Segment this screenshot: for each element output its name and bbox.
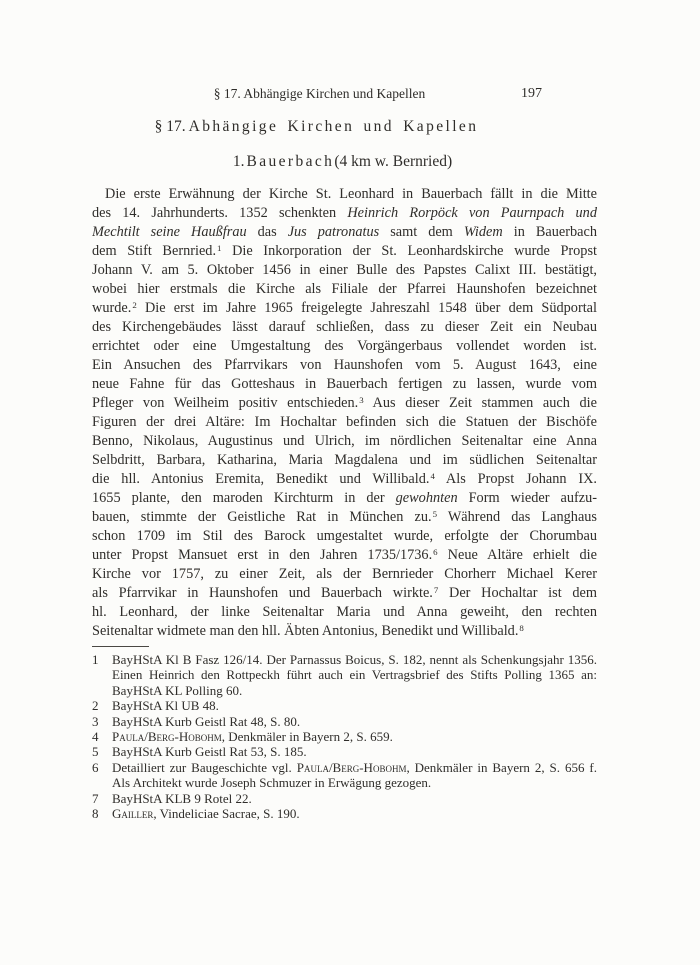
footnote [92,760,597,791]
footnote [92,729,597,744]
footnote-number: 5 [92,744,99,760]
section-heading-prefix: § 17. [154,118,186,135]
footnote-text: BayHStA Kl UB 48. [112,698,219,714]
body-text-line: Seitenaltar widmete man den hll. Äbten Antonius, Benedikt und Willibald.$^8$ [92,623,524,639]
footnote [92,714,597,729]
footnote [92,652,597,698]
running-header [92,86,597,101]
body-text-line: Pfleger von Weilheim positiv entschieden.$^3$ Aus dieser Zeit stammen auch die [92,395,597,411]
body-text-line: schon 1709 im Stil des Barock umgestaltet wurde, erfolgte der Chorumbau [92,528,597,544]
body-text-line: neue Fahne für das Gotteshaus in Bauerbach fertigen zu lassen, wurde vom [92,376,597,392]
body-text-line: des Kirchengebäudes lässt darauf schließen, dass zu dieser Zeit ein Neubau [92,319,597,335]
footnote-text: Paula/Berg-Hobohm, Denkmäler in Bayern 2, S. 659. [112,729,393,745]
body-text-line: Mechtilt seine Haußfrau das Jus patronatus samt dem Widem in Bauerbach [92,224,597,240]
footnote-text: BayHStA Kurb Geistl Rat 48, S. 80. [112,713,301,729]
footnote-text: BayHStA KLB 9 Rotel 22. [112,790,252,806]
body-text-line: Kirche vor 1757, zu einer Zeit, als der Bernrieder Chorherr Michael Kerer [92,566,597,582]
footnote-text: Detailliert zur Baugeschichte vgl. Paula/Berg-Hobohm, Denkmäler in Bayern 2, S. 656 f. Als Architekt wurde Joseph Schmuzer in Erwägung gezogen. [112,759,597,791]
body-text-line: 1655 plante, den maroden Kirchturm in der gewohnten Form wieder aufzu- [92,490,597,506]
subsection-heading-prefix: 1. [232,153,245,170]
footnote-number: 6 [92,759,99,775]
body-text-line: errichtet oder eine Umgestaltung des Vorgängerbaus vollendet worden ist. [92,338,597,354]
section-heading [64,118,569,135]
body-text-line: Ein Ansuchen des Pfarrvikars von Haunshofen vom 5. August 1643, eine [92,357,597,373]
footnote-number: 1 [92,652,99,667]
body-text-line: hl. Leonhard, der linke Seitenaltar Maria und Anna geweiht, den rechten [92,604,597,620]
footnote-text: BayHStA Kl B Fasz 126/14. Der Parnassus Boicus, S. 182, nennt als Schenkungsjahr 1356. Einen Heinrich den Rottpeckh führt auch ein Vertragsbrief des Stifts Polling 1365 an: BayHStA KL Polling 60. [112,652,597,698]
page-content [92,86,597,821]
section-heading-text: Abhängige Kirchen und Kapellen [188,118,479,135]
footnote-separator [92,646,149,647]
body-text-line: bauen, stimmte der Geistliche Rat in München zu.$^5$ Während das Langhaus [92,509,597,525]
page-number: 197 [521,86,542,101]
body-text-line: als Pfarrvikar in Haunshofen und Bauerbach wirkte.$^7$ Der Hochaltar ist dem [92,585,597,601]
body-paragraph [92,185,597,641]
subsection-heading-name: Bauerbach [246,153,335,170]
body-text-line: wobei hier erstmals die Kirche als Filiale der Pfarrei Haunshofen bezeichnet [92,281,597,297]
body-text-line: unter Propst Mansuet erst in den Jahren 1735/1736.$^6$ Neue Altäre erhielt die [92,547,597,563]
footnote-number: 8 [92,806,99,822]
body-text-line: dem Stift Bernried.$^1$ Die Inkorporation der St. Leonhardskirche wurde Propst [92,243,597,259]
footnote-text: BayHStA Kurb Geistl Rat 53, S. 185. [112,744,307,760]
body-text-line: Selbdritt, Barbara, Katharina, Maria Magdalena und im südlichen Seitenaltar [92,452,597,468]
footnote-text: Gailler, Vindeliciae Sacrae, S. 190. [112,806,300,822]
footnotes-section [92,652,597,821]
body-text-line: Die erste Erwähnung der Kirche St. Leonhard in Bauerbach fällt in die Mitte [105,186,597,202]
subsection-heading-detail: (4 km w. Bernried) [334,153,453,170]
body-text-line: des 14. Jahrhunderts. 1352 schenkten Heinrich Rorpöck von Paurnpach und [92,205,597,221]
body-text-line: Benno, Nikolaus, Augustinus und Ulrich, im nördlichen Seitenaltar eine Anna [92,433,597,449]
footnote [92,791,597,806]
footnote [92,698,597,713]
body-text-line: Figuren der drei Altäre: Im Hochaltar befinden sich die Statuen der Bischöfe [92,414,597,430]
body-text-line: die hll. Antonius Eremita, Benedikt und Willibald.$^4$ Als Propst Johann IX. [92,471,597,487]
footnote-number: 4 [92,729,99,745]
footnote-number: 7 [92,790,99,806]
footnote-number: 3 [92,713,99,729]
footnote [92,806,597,821]
running-header-title: § 17. Abhängige Kirchen und Kapellen [213,86,426,101]
body-text-line: wurde.$^2$ Die erst im Jahre 1965 freigelegte Jahreszahl 1548 über dem Südportal [92,300,597,316]
body-text-line: Johann V. am 5. Oktober 1456 in einer Bulle des Papstes Calixt III. bestätigt, [92,262,597,278]
footnote-number: 2 [92,698,99,714]
subsection-heading [90,153,595,170]
footnote [92,744,597,759]
